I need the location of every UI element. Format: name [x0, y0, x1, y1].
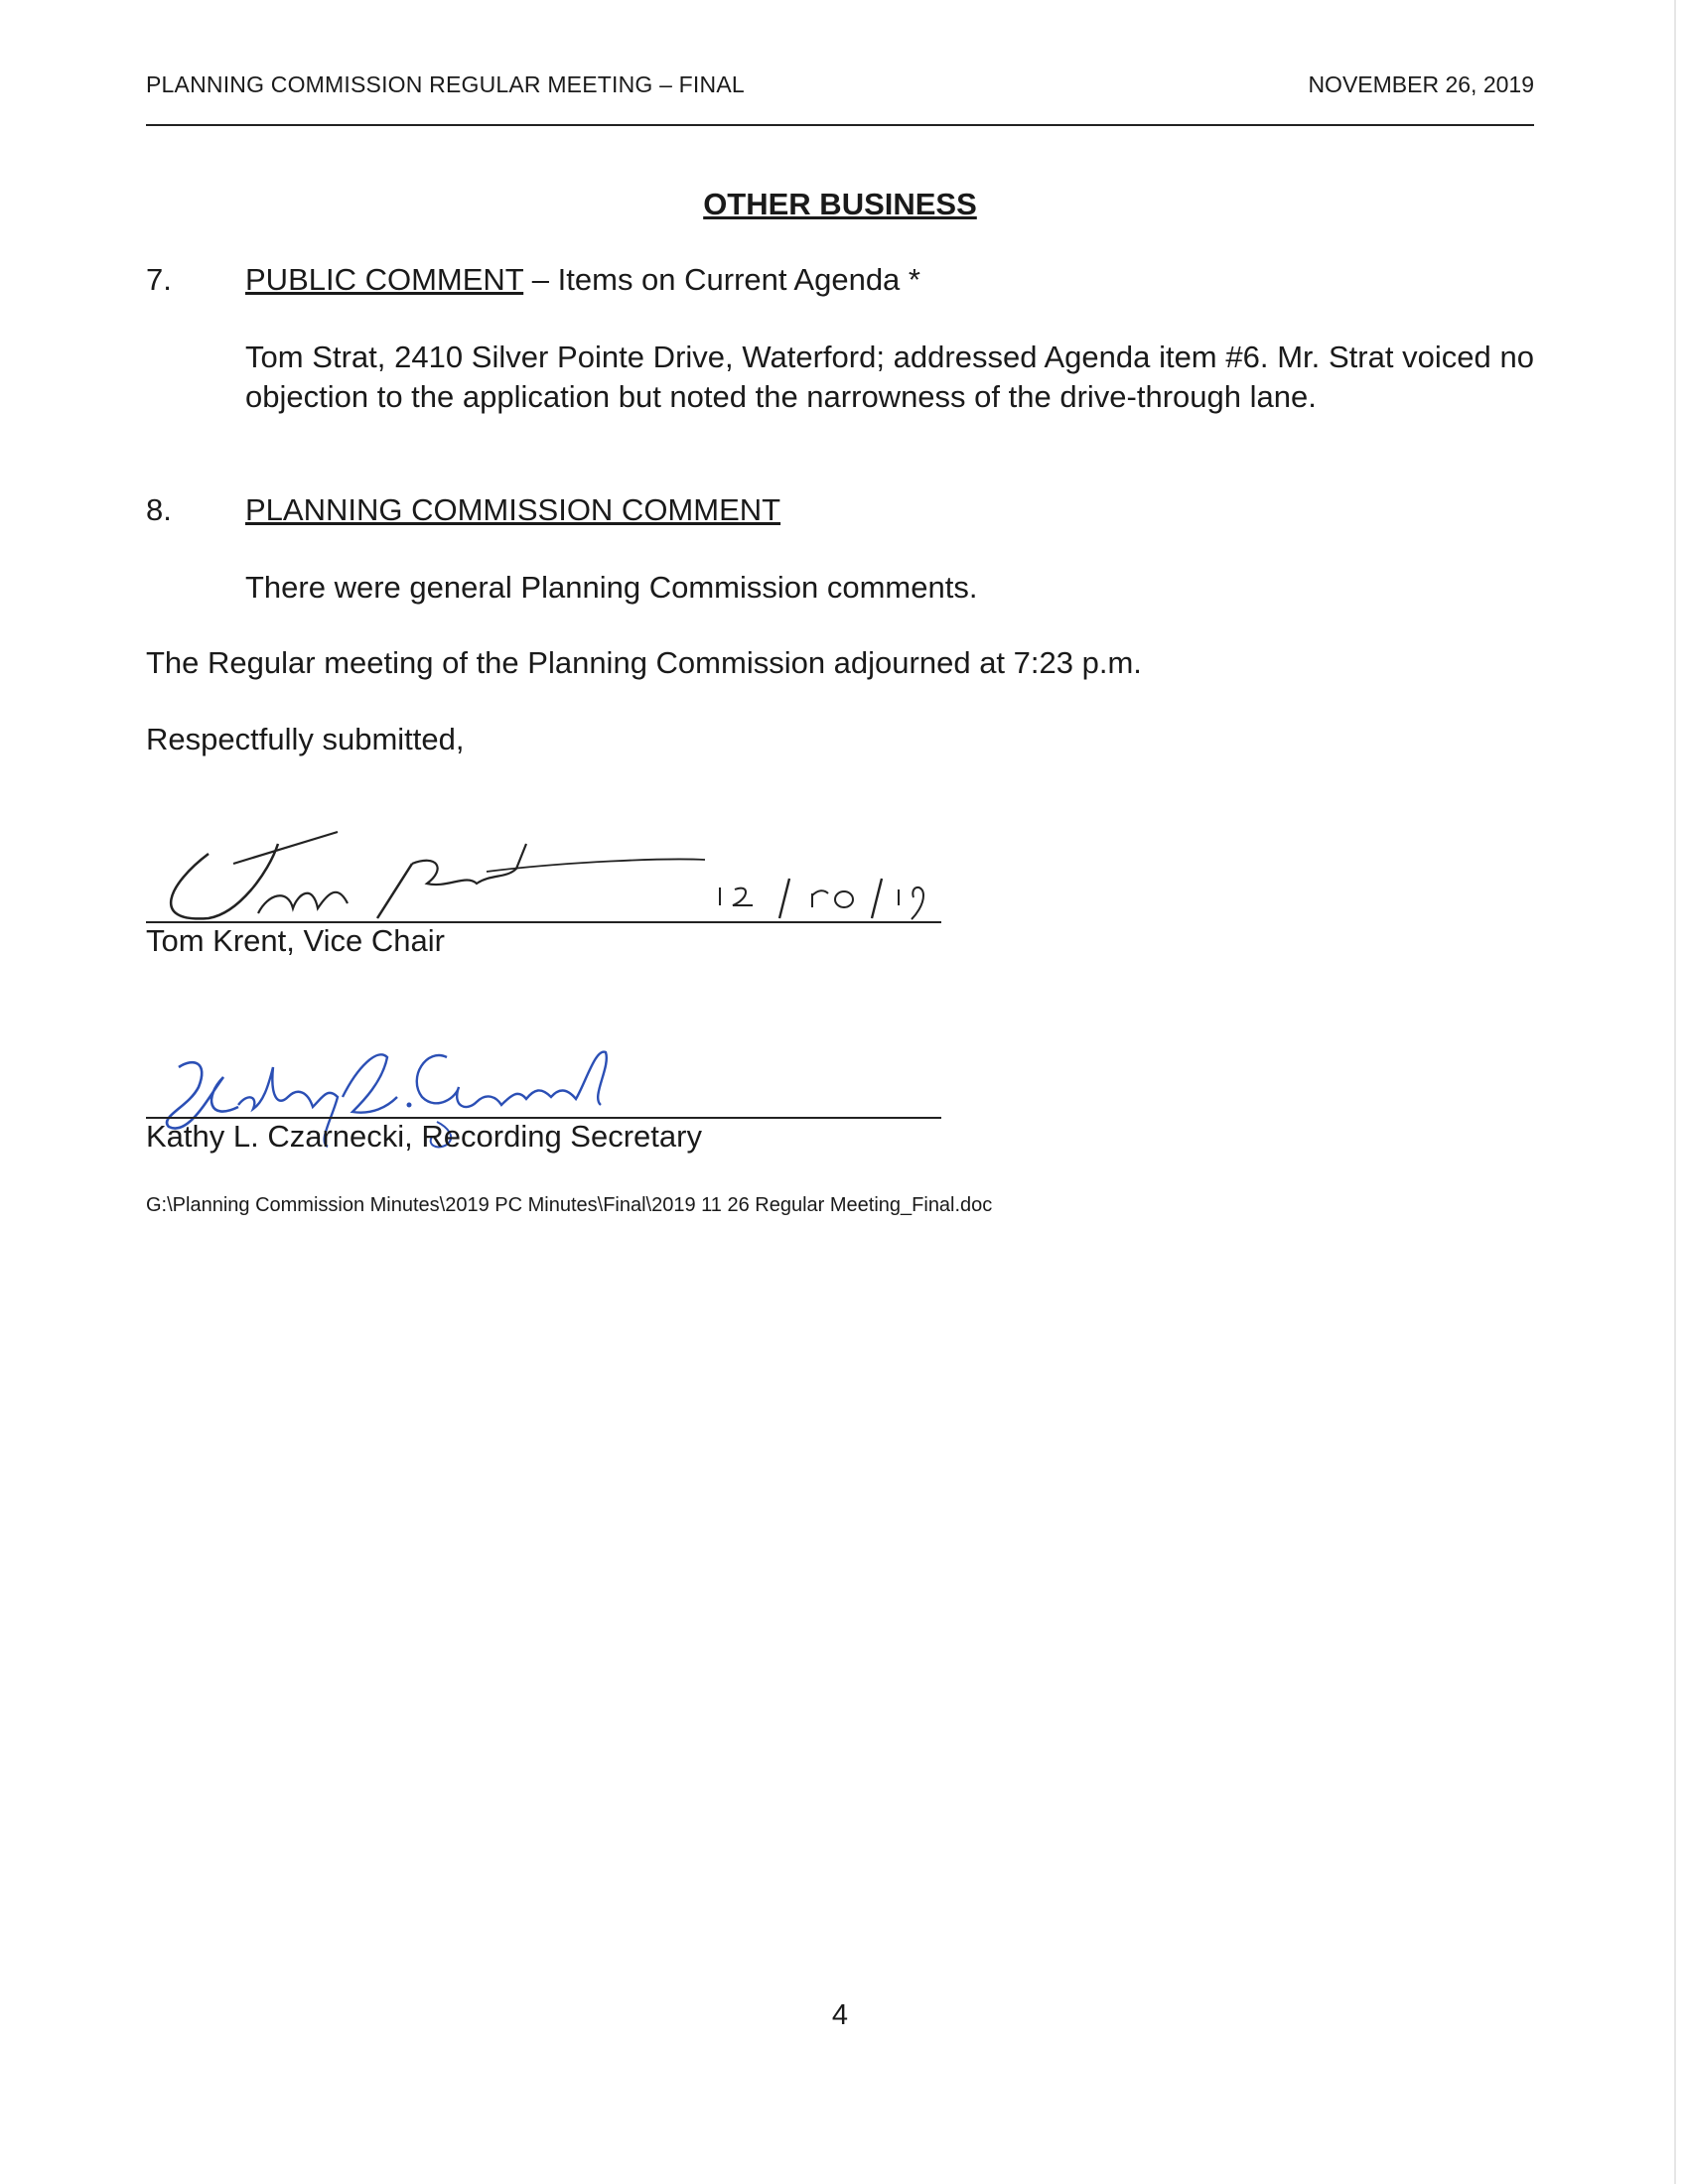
page-edge [1674, 0, 1676, 2184]
file-path: G:\Planning Commission Minutes\2019 PC Minutes\Final\2019 11 26 Regular Meeting_Final.doc [146, 1194, 993, 1216]
item-7-heading-text: PUBLIC COMMENT [245, 262, 524, 297]
page-number: 4 [831, 1999, 849, 2031]
item-7-body: Tom Strat, 2410 Silver Pointe Drive, Waterford; addressed Agenda item #6. Mr. Strat voiced no objection to the application but noted the narrowness of the drive-through lane. [245, 340, 1534, 414]
item-8-heading-text: PLANNING COMMISSION COMMENT [245, 492, 781, 527]
item-8-number: 8. [146, 492, 172, 527]
vice-chair-name: Tom Krent, Vice Chair [146, 923, 445, 958]
item-7-heading [245, 262, 920, 298]
closing-line: Respectfully submitted, [146, 722, 465, 756]
header-title: PLANNING COMMISSION REGULAR MEETING – FINAL [146, 71, 745, 97]
adjourned-statement: The Regular meeting of the Planning Commission adjourned at 7:23 p.m. [146, 645, 1142, 680]
vice-chair-signature [149, 824, 943, 933]
item-7-heading-suffix: – Items on Current Agenda * [523, 262, 920, 297]
recording-secretary-name: Kathy L. Czarnecki, Recording Secretary [146, 1119, 702, 1154]
item-8-body: There were general Planning Commission comments. [245, 570, 978, 605]
section-title: OTHER BUSINESS [703, 187, 977, 221]
header-date: NOVEMBER 26, 2019 [1308, 71, 1534, 97]
item-7-number: 7. [146, 262, 172, 297]
header-rule [146, 124, 1534, 126]
item-8-heading [245, 492, 780, 528]
